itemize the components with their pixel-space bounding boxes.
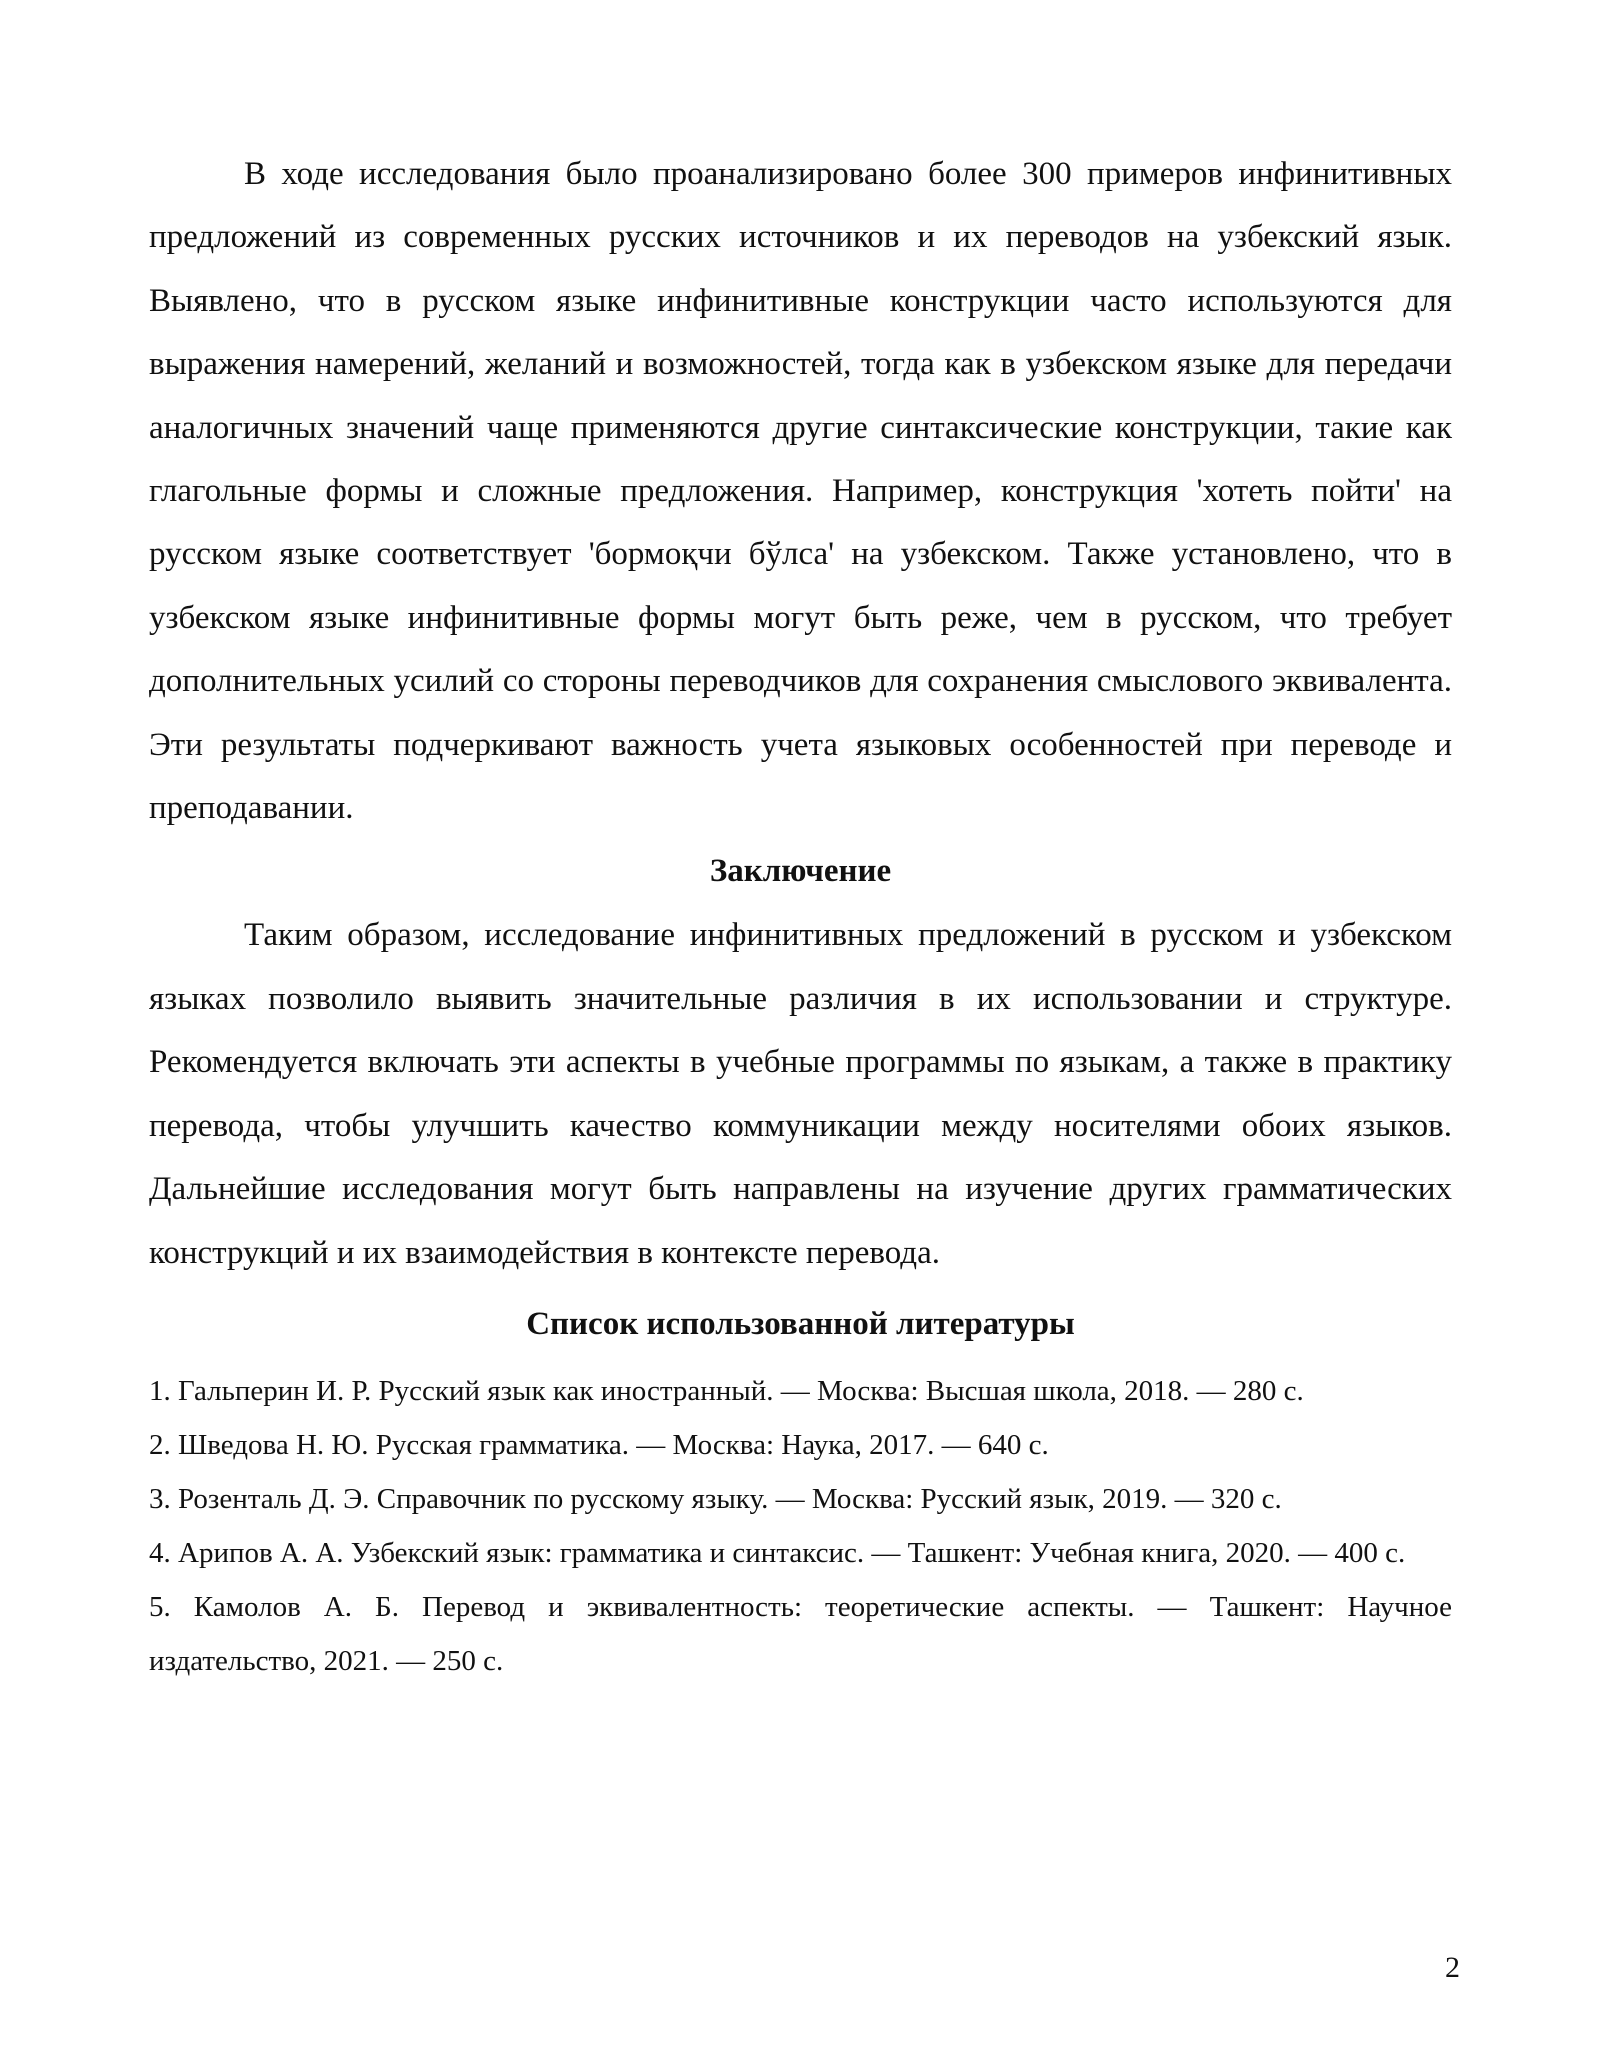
references-heading: Список использованной литературы	[526, 1305, 1075, 1342]
results-paragraph: В ходе исследования было проанализировано более 300 примеров инфинитивных предложений из современных русских источников и их переводов на узбекский язык. Выявлено, что в русском языке инфинитивные конструкции часто используются для выражения намерений, желаний и возможностей, тогда как в узбекском языке для передачи аналогичных значений чаще применяются другие синтаксические конструкции, такие как глагольные формы и сложные предложения. Например, конструкция 'хотеть пойти' на русском языке соответствует 'бормоқчи бўлса' на узбекском. Также установлено, что в узбекском языке инфинитивные формы могут быть реже, чем в русском, что требует дополнительных усилий со стороны переводчиков для сохранения смыслового эквивалента. Эти результаты подчеркивают важность учета языковых особенностей при переводе и преподавании.	[149, 156, 1452, 827]
reference-item-2: 2. Шведова Н. Ю. Русская грамматика. — Москва: Наука, 2017. — 640 с.	[149, 1428, 1049, 1461]
page-content	[149, 143, 1452, 1688]
reference-item-5: 5. Камолов А. Б. Перевод и эквивалентность: теоретические аспекты. — Ташкент: Научное издательство, 2021. — 250 с.	[149, 1590, 1452, 1677]
page-number: 2	[1445, 1951, 1460, 1984]
conclusion-paragraph: Таким образом, исследование инфинитивных предложений в русском и узбекском языках позволило выявить значительные различия в их использовании и структуре. Рекомендуется включать эти аспекты в учебные программы по языкам, а также в практику перевода, чтобы улучшить качество коммуникации между носителями обоих языков. Дальнейшие исследования могут быть направлены на изучение других грамматических конструкций и их взаимодействия в контексте перевода.	[149, 917, 1452, 1271]
references-list	[149, 1364, 1452, 1688]
conclusion-heading: Заключение	[709, 853, 892, 890]
reference-item-4: 4. Арипов А. А. Узбекский язык: грамматика и синтаксис. — Ташкент: Учебная книга, 2020. — 400 с.	[149, 1536, 1406, 1569]
reference-item-3: 3. Розенталь Д. Э. Справочник по русскому языку. — Москва: Русский язык, 2019. — 320 с.	[149, 1482, 1282, 1515]
reference-item-1: 1. Гальперин И. Р. Русский язык как иностранный. — Москва: Высшая школа, 2018. — 280 с.	[149, 1374, 1304, 1407]
